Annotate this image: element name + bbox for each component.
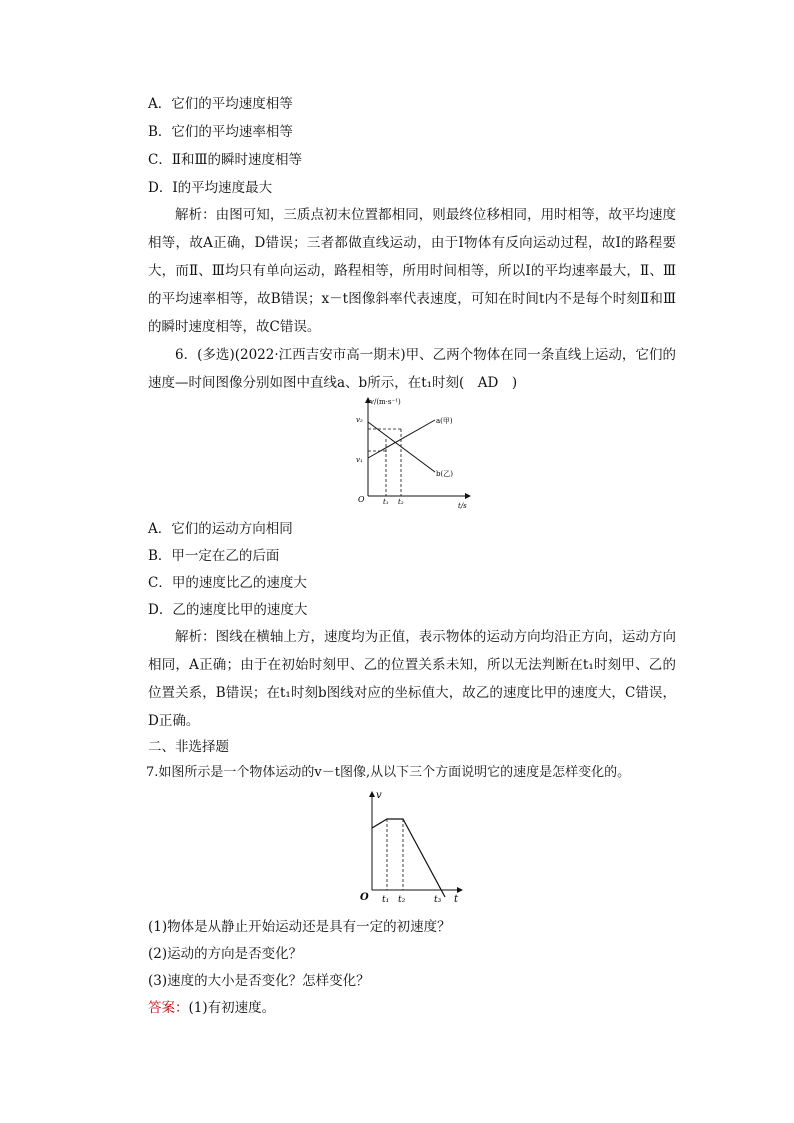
q7-graph-line	[372, 819, 445, 897]
q6-t1-label: t₁	[383, 498, 389, 506]
q7-sub-3: (3)速度的大小是否变化？怎样变化？	[148, 973, 370, 989]
answer-label: 答案：	[148, 1000, 189, 1016]
q6-line-b	[368, 422, 435, 472]
q7-vt-chart	[360, 788, 468, 906]
q6-line-b-label: b(乙)	[436, 470, 453, 478]
q7-t2-label: t₂	[398, 895, 406, 905]
q6-v2-label: v₂	[356, 416, 363, 424]
q5-option-c: C．Ⅱ和Ⅲ的瞬时速度相等	[148, 152, 303, 168]
q5-explanation: 解析：由图可知，三质点初末位置都相同，则最终位移相同，用时相等，故平均速度相等，故A正确，D错误；三者都做直线运动，由于Ⅰ物体有反向运动过程，故Ⅰ的路程要大，而Ⅱ、Ⅲ均只有单向运动，路程相等，所用时间相等，所以Ⅰ的平均速率最大，Ⅱ、Ⅲ的平均速率相等，故B错误；x－t图像斜率代表速度，可知在时间t内不是每个时刻Ⅱ和Ⅲ的瞬时速度相等，故C错误。	[148, 207, 676, 335]
q7-answer	[148, 998, 275, 1018]
q6-xlabel: t/s	[458, 502, 467, 510]
q7-xlabel: t	[454, 894, 459, 905]
section-title: 二、非选择题	[148, 739, 229, 755]
q7-stem: 7.如图所示是一个物体运动的v－t图像,从以下三个方面说明它的速度是怎样变化的。	[146, 765, 631, 780]
q6-line-a-label: a(甲)	[436, 417, 453, 425]
q5-option-b: B．它们的平均速率相等	[148, 124, 293, 140]
q5-option-d: D．Ⅰ的平均速度最大	[148, 180, 273, 196]
q7-t1-label: t₁	[382, 895, 390, 905]
q6-option-d: D．乙的速度比甲的速度大	[148, 602, 308, 618]
q7-ylabel: v	[376, 790, 382, 801]
q6-explanation: 解析：图线在横轴上方，速度均为正值，表示物体的运动方向均沿正方向，运动方向相同，A正确；由于在初始时刻甲、乙的位置关系未知，所以无法判断在t₁时刻甲、乙的位置关系，B错误；在t₁时刻b图线对应的坐标值大，故乙的速度比甲的速度大，C错误，D正确。	[148, 629, 676, 729]
q6-vt-chart	[340, 392, 480, 510]
q6-option-a: A．它们的运动方向相同	[148, 521, 293, 537]
q6-line-a	[368, 420, 435, 458]
answer-text: (1)有初速度。	[188, 1000, 276, 1016]
q6-stem: 6．(多选)(2022·江西吉安市高一期末)甲、乙两个物体在同一条直线上运动，它们的速度—时间图像分别如图中直线a、b所示，在t₁时刻( AD )	[148, 347, 676, 391]
q6-v1-label: v₁	[356, 456, 363, 464]
q6-t2-label: t₂	[398, 498, 404, 506]
q5-option-a: A．它们的平均速度相等	[148, 96, 293, 112]
q7-t3-label: t₃	[434, 895, 442, 905]
q7-sub-2: (2)运动的方向是否变化？	[148, 946, 303, 962]
q6-option-c: C．甲的速度比乙的速度大	[148, 575, 307, 591]
q6-ylabel: v/(m·s⁻¹)	[370, 398, 401, 406]
q7-sub-1: (1)物体是从静止开始运动还是具有一定的初速度？	[148, 919, 451, 935]
q6-option-b: B．甲一定在乙的后面	[148, 548, 280, 564]
q7-origin: O	[360, 892, 369, 903]
q6-origin: O	[358, 495, 365, 504]
